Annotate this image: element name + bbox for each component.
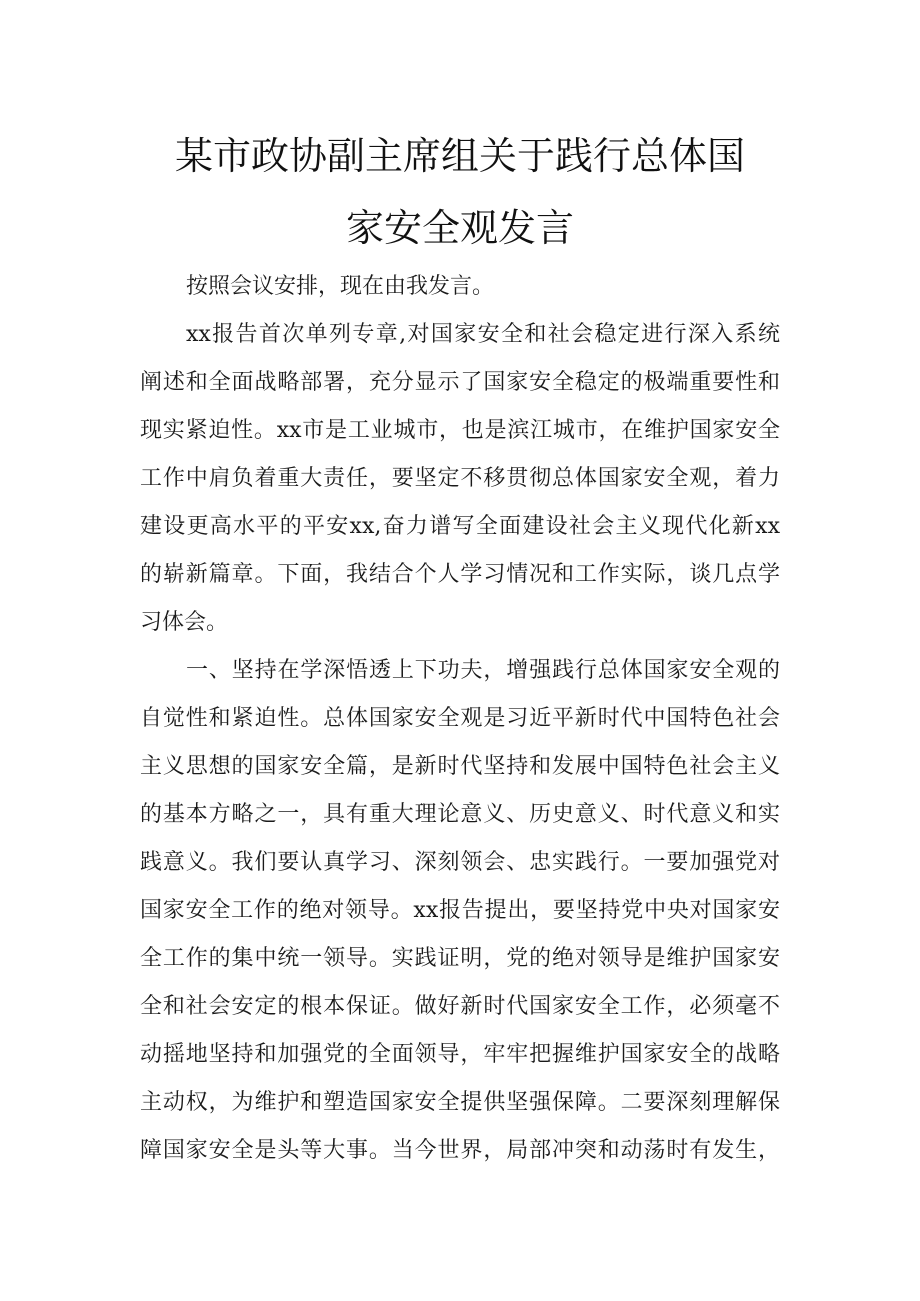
paragraph-2-line-6: 的崭新篇章。下面，我结合个人学习情况和工作实际，谈几点学	[140, 562, 780, 587]
paragraph-3-line-9: 动摇地坚持和加强党的全面领导，牢牢把握维护国家安全的战略	[140, 1042, 780, 1067]
paragraph-3-line-7: 全工作的集中统一领导。实践证明，党的绝对领导是维护国家安	[140, 946, 780, 971]
paragraph-3-line-8: 全和社会安定的根本保证。做好新时代国家安全工作，必须毫不	[140, 994, 780, 1019]
paragraph-3-line-4: 的基本方略之一，具有重大理论意义、历史意义、时代意义和实	[140, 802, 780, 827]
paragraph-3-line-10: 主动权，为维护和塑造国家安全提供坚强保障。二要深刻理解保	[140, 1090, 780, 1115]
document-title-line-1: 某市政协副主席组关于践行总体国	[174, 134, 745, 178]
paragraph-2-line-7: 习体会。	[140, 610, 229, 635]
paragraph-2-line-1: xx报告首次单列专章,对国家安全和社会稳定进行深入系统	[186, 322, 780, 347]
paragraph-3-line-5: 践意义。我们要认真学习、深刻领会、忠实践行。一要加强党对	[140, 850, 780, 875]
paragraph-1-line-1: 按照会议安排，现在由我发言。	[186, 274, 495, 299]
paragraph-3-line-3: 主义思想的国家安全篇，是新时代坚持和发展中国特色社会主义	[140, 754, 780, 779]
paragraph-2-line-2: 阐述和全面战略部署，充分显示了国家安全稳定的极端重要性和	[140, 370, 780, 395]
paragraph-3-line-1: 一、坚持在学深悟透上下功夫，增强践行总体国家安全观的	[186, 658, 780, 683]
paragraph-2-line-3: 现实紧迫性。xx市是工业城市，也是滨江城市，在维护国家安全	[140, 418, 780, 443]
paragraph-3-line-2: 自觉性和紧迫性。总体国家安全观是习近平新时代中国特色社会	[140, 706, 780, 731]
paragraph-3-line-11: 障国家安全是头等大事。当今世界，局部冲突和动荡时有发生，	[140, 1138, 780, 1163]
paragraph-3-line-6: 国家安全工作的绝对领导。xx报告提出，要坚持党中央对国家安	[140, 898, 780, 923]
paragraph-2-line-4: 工作中肩负着重大责任，要坚定不移贯彻总体国家安全观，着力	[140, 466, 780, 491]
paragraph-2-line-5: 建设更高水平的平安xx,奋力谱写全面建设社会主义现代化新xx	[140, 514, 780, 539]
document-title-line-2: 家安全观发言	[345, 206, 574, 250]
